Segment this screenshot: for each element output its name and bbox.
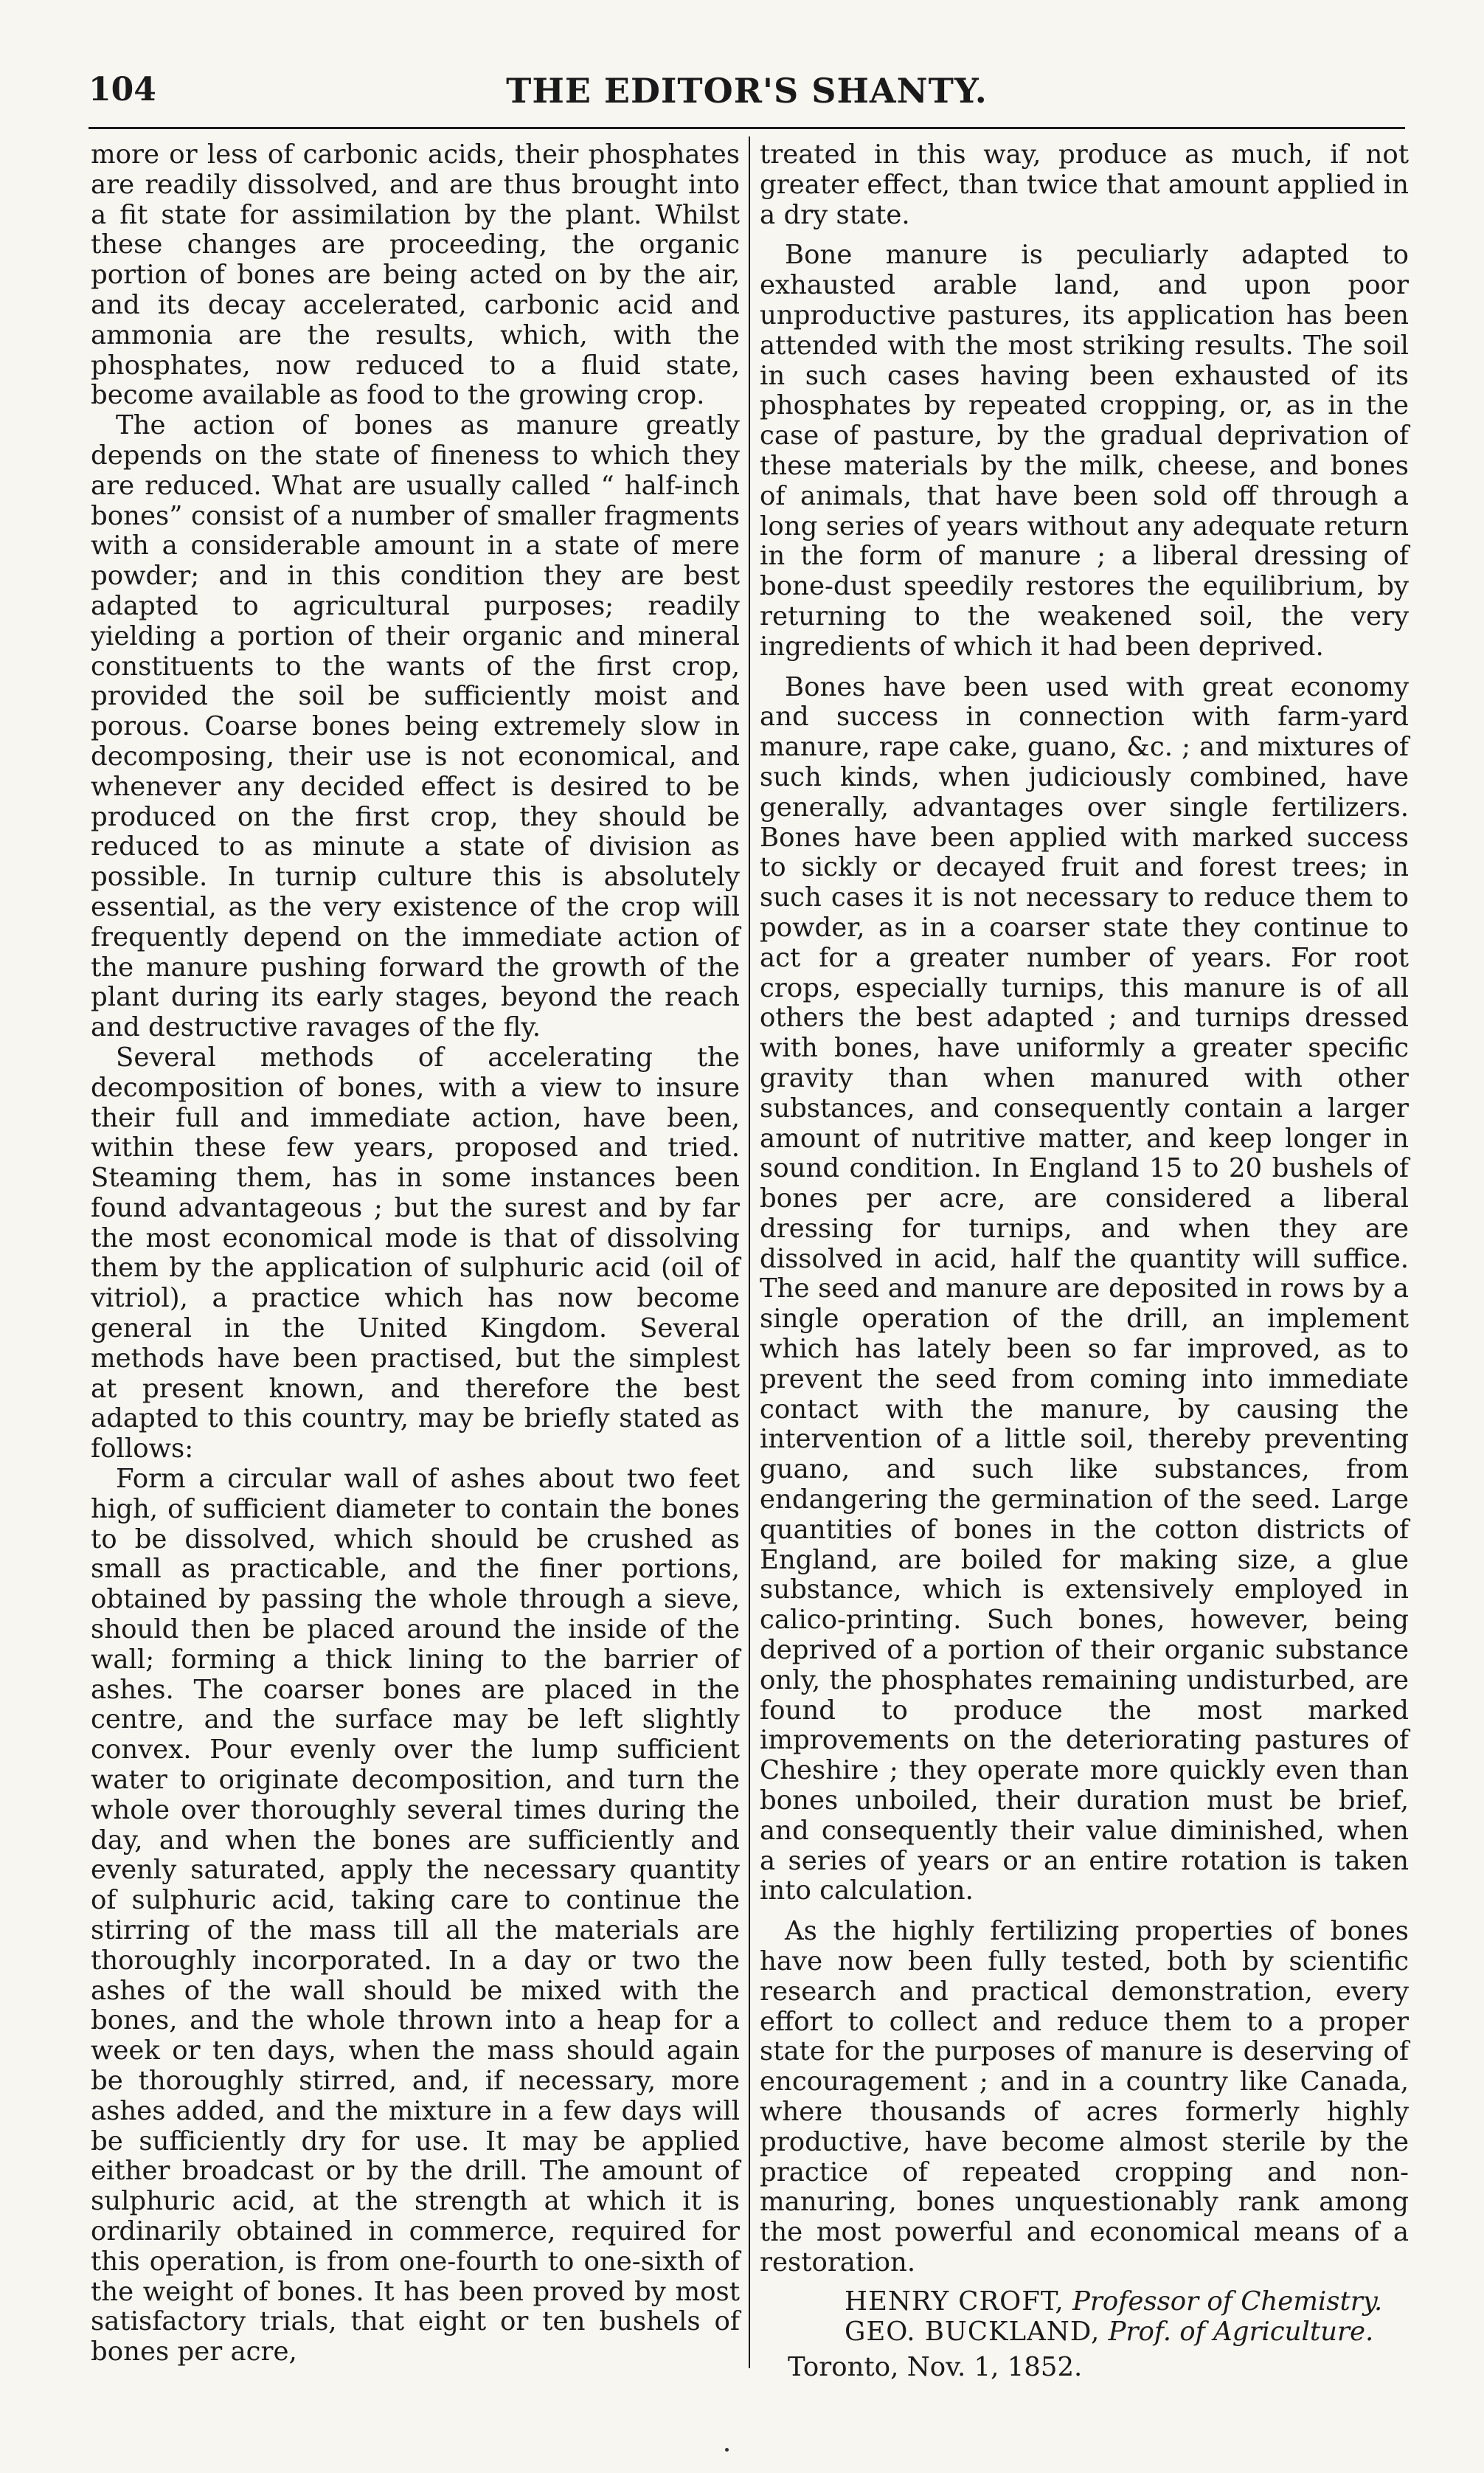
- signature-title: Prof. of Agriculture.: [1108, 2316, 1374, 2347]
- left-column: [91, 140, 740, 2367]
- signature-block: [760, 2287, 1409, 2383]
- paragraph: more or less of carbonic acids, their phosphates are readily dissolved, and are thus brought into a fit state for assimilation by the plant. Whilst these changes are proceeding, the organic portion of bones are being acted on by the air, and its decay accelerated, carbonic acid and ammonia are the results, which, with the phosphates, now reduced to a fluid state, become available as food to the growing crop.: [91, 139, 740, 411]
- page-header: [89, 71, 1405, 117]
- column-divider: [749, 136, 750, 2368]
- paragraph: Bone manure is peculiarly adapted to exhausted arable land, and upon poor unproductive pastures, its application has been attended with the most striking results. The soil in such cases having been exhausted of its phosphates by repeated cropping, or, as in the case of pasture, by the gradual deprivation of these materials by the milk, cheese, and bones of animals, that have been sold off through a long series of years without any adequate return in the form of manure ; a liberal dressing of bone-dust speedily restores the equilibrium, by returning to the weakened soil, the very ingredients of which it had been deprived.: [760, 240, 1409, 662]
- paragraph: The action of bones as manure greatly depends on the state of fineness to which they are reduced. What are usually called “ half-inch bones” consist of a number of smaller fragments with a considerable amount in a state of mere powder; and in this condition they are best adapted to agricultural purposes; readily yielding a portion of their organic and mineral constituents to the wants of the first crop, provided the soil be sufficiently moist and porous. Coarse bones being extremely slow in decomposing, their use is not economical, and whenever any decided effect is desired to be produced on the first crop, they should be reduced to as minute a state of division as possible. In turnip culture this is absolutely essential, as the very existence of the crop will frequently depend on the immediate action of the manure pushing forward the growth of the plant during its early stages, beyond the reach and destructive ravages of the fly.: [91, 410, 740, 1043]
- signature-name: HENRY CROFT,: [845, 2286, 1064, 2317]
- signature-line: [760, 2287, 1409, 2317]
- right-column: [760, 140, 1409, 2383]
- paragraph: Several methods of accelerating the decomposition of bones, with a view to insure their full and immediate action, have been, within these few years, proposed and tried. Steaming them, has in some instances been found advantageous ; but the surest and by far the most economical mode is that of dissolving them by the application of sulphuric acid (oil of vitriol), a practice which has now become general in the United Kingdom. Several methods have been practised, but the simplest at present known, and therefore the best adapted to this country, may be briefly stated as follows:: [91, 1042, 740, 1464]
- paragraph: treated in this way, produce as much, if not greater effect, than twice that amount applied in a dry state.: [760, 139, 1409, 230]
- signature-title: Professor of Chemistry.: [1072, 2286, 1383, 2317]
- paragraph: As the highly fertilizing properties of bones have now been fully tested, both by scientific research and practical demonstration, every effort to collect and reduce them to a proper state for the purposes of manure is deserving of encouragement ; and in a country like Canada, where thousands of acres formerly highly productive, have become almost sterile by the practice of repeated cropping and non-manuring, bones unquestionably rank among the most powerful and economical means of a restoration.: [760, 1916, 1409, 2277]
- running-head: THE EDITOR'S SHANTY.: [506, 71, 988, 111]
- page-number: 104: [89, 71, 156, 108]
- signature-line: [760, 2317, 1409, 2348]
- print-mark: [725, 2448, 729, 2452]
- dateline: Toronto, Nov. 1, 1852.: [788, 2352, 1083, 2383]
- paragraph: Form a circular wall of ashes about two feet high, of sufficient diameter to contain the bones to be dissolved, which should be crushed as small as practicable, and the finer portions, obtained by passing the whole through a sieve, should then be placed around the inside of the wall; forming a thick lining to the barrier of ashes. The coarser bones are placed in the centre, and the surface may be left slightly convex. Pour evenly over the lump sufficient water to originate decomposition, and turn the whole over thoroughly several times during the day, and when the bones are sufficiently and evenly saturated, apply the necessary quantity of sulphuric acid, taking care to continue the stirring of the mass till all the materials are thoroughly incorporated. In a day or two the ashes of the wall should be mixed with the bones, and the whole thrown into a heap for a week or ten days, when the mass should again be thoroughly stirred, and, if necessary, more ashes added, and the mixture in a few days will be sufficiently dry for use. It may be applied either broadcast or by the drill. The amount of sulphuric acid, at the strength at which it is ordinarily obtained in commerce, required for this operation, is from one-fourth to one-sixth of the weight of bones. It has been proved by most satisfactory trials, that eight or ten bushels of bones per acre,: [91, 1464, 740, 2367]
- header-rule: [89, 127, 1405, 129]
- paragraph: Bones have been used with great economy and success in connection with farm-yard manure, rape cake, guano, &c. ; and mixtures of such kinds, when judiciously combined, have generally, advantages over single fertilizers. Bones have been applied with marked success to sickly or decayed fruit and forest trees; in such cases it is not necessary to reduce them to powder, as in a coarser state they continue to act for a greater number of years. For root crops, especially turnips, this manure is of all others the best adapted ; and turnips dressed with bones, have uniformly a greater specific gravity than when manured with other substances, and consequently contain a larger amount of nutritive matter, and keep longer in sound condition. In England 15 to 20 bushels of bones per acre, are considered a liberal dressing for turnips, and when they are dissolved in acid, half the quantity will suffice. The seed and manure are deposited in rows by a single operation of the drill, an implement which has lately been so far improved, as to prevent the seed from coming into immediate contact with the manure, by causing the intervention of a little soil, thereby preventing guano, and such like substances, from endangering the germination of the seed. Large quantities of bones in the cotton districts of England, are boiled for making size, a glue substance, which is extensively employed in calico-printing. Such bones, however, being deprived of a portion of their organic substance only, the phosphates remaining undisturbed, are found to produce the most marked improvements on the deteriorating pastures of Cheshire ; they operate more quickly even than bones unboiled, their duration must be brief, and consequently their value diminished, when a series of years or an entire rotation is taken into calculation.: [760, 671, 1409, 1906]
- signature-name: GEO. BUCKLAND,: [845, 2316, 1100, 2347]
